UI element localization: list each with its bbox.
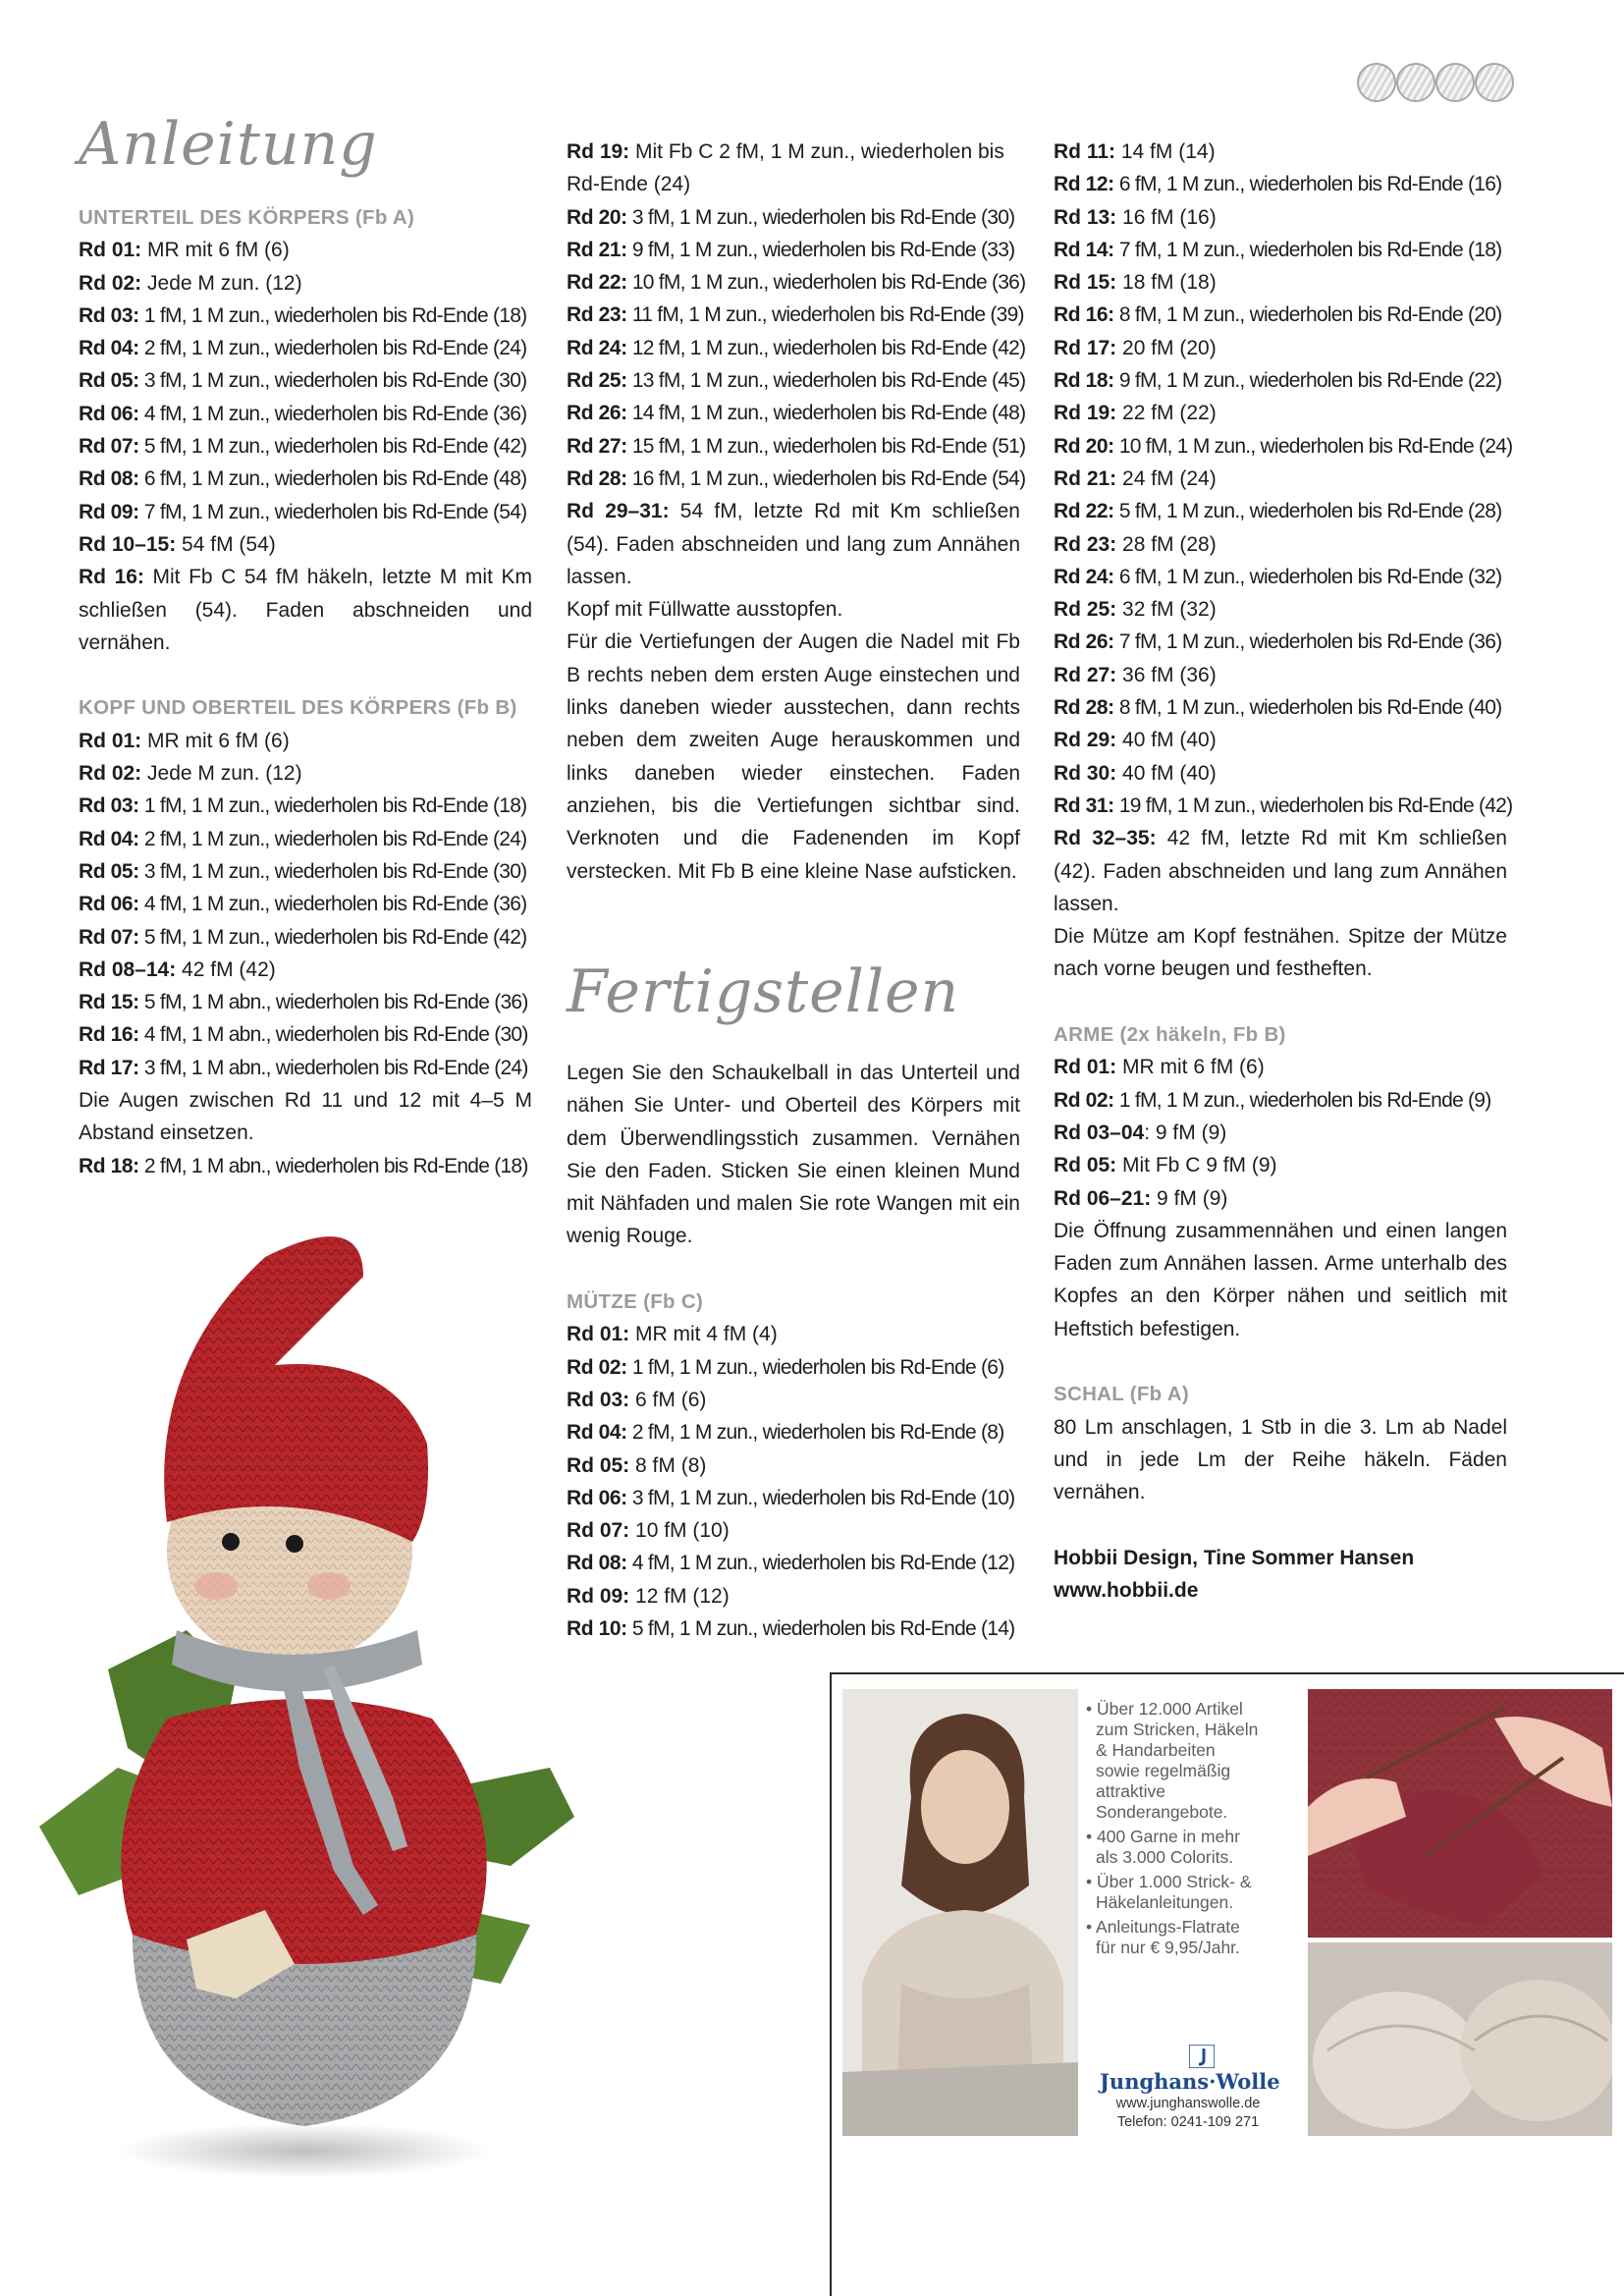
pattern-row: [79, 790, 532, 822]
pattern-row: [1054, 168, 1507, 200]
row-text: 54 fM, letzte Rd mit Km schließen (54). Faden abschneiden und lang zum Annähen lassen.: [567, 500, 1020, 588]
pattern-row: [79, 888, 532, 920]
pattern-row: [567, 1318, 1020, 1350]
row-label: Rd 29:: [1054, 729, 1117, 752]
row-text: 32 fM (32): [1116, 598, 1217, 622]
yarn-ball-icon: [1475, 63, 1514, 102]
pattern-row: [567, 266, 1026, 299]
row-label: Rd 25:: [567, 369, 627, 393]
row-rd32-paragraph: [1054, 822, 1507, 920]
pattern-row: [567, 1514, 1020, 1547]
row-text: 9 fM (9): [1151, 1186, 1228, 1210]
row-text: 2 fM, 1 M zun., wiederholen bis Rd-Ende (24): [138, 827, 527, 850]
row-label: Rd 01:: [567, 1323, 630, 1346]
row-text: Jede M zun. (12): [141, 271, 302, 295]
row-label: Rd 06:: [79, 402, 139, 425]
row-text: Mit Fb C 54 fM häkeln, letzte M mit Km schließen (54). Faden abschneiden und vernähen.: [79, 566, 533, 654]
row-label: Rd 15:: [1054, 271, 1117, 295]
row-label: Rd 09:: [79, 500, 139, 523]
row-text: Jede M zun. (12): [141, 762, 302, 786]
row-text: 16 fM (16): [1116, 205, 1217, 229]
pattern-row: [567, 168, 1020, 200]
row-text: 2 fM, 1 M zun., wiederholen bis Rd-Ende (8): [626, 1421, 1004, 1445]
row-text: 3 fM, 1 M zun., wiederholen bis Rd-Ende (30): [138, 369, 527, 393]
row-label: Rd 01:: [79, 729, 142, 752]
row-label: Rd 02:: [79, 762, 142, 786]
row-label: Rd 24:: [1054, 565, 1114, 588]
row-text: 14 fM, 1 M zun., wiederholen bis Rd-Ende (48): [626, 402, 1026, 425]
ad-photo-woman: [842, 1689, 1078, 2136]
toy-shadow: [118, 2123, 491, 2178]
pattern-row: [1054, 724, 1507, 756]
stuff-instruction: Kopf mit Füllwatte ausstopfen.: [567, 598, 843, 622]
pattern-row: [1054, 528, 1507, 561]
ad-photo-yarn-balls: [1308, 1942, 1612, 2136]
row-label: Rd 24:: [567, 336, 627, 359]
hat-instruction: Die Mütze am Kopf festnähen. Spitze der Mütze nach vorne beugen und festheften.: [1054, 925, 1507, 981]
row-label: Rd 30:: [1054, 761, 1117, 785]
row-text: 6 fM, 1 M zun., wiederholen bis Rd-Ende (32): [1113, 565, 1502, 588]
column-1: [79, 201, 532, 1182]
row-text: 4 fM, 1 M zun., wiederholen bis Rd-Ende (36): [138, 402, 527, 425]
row-label: Rd 05:: [567, 1453, 630, 1477]
toy-eye: [286, 1535, 303, 1553]
row-label: Rd 26:: [567, 402, 627, 425]
row-text: 6 fM, 1 M zun., wiederholen bis Rd-Ende (48): [138, 467, 527, 491]
row-label: Rd 10:: [567, 1617, 627, 1641]
row-text: 14 fM (14): [1115, 140, 1216, 163]
pattern-rows-muetze: [567, 1318, 1020, 1645]
pattern-row: [1054, 234, 1507, 266]
row-label: Rd 21:: [1054, 466, 1117, 490]
row-label: Rd 02:: [79, 271, 142, 295]
row-text: 28 fM (28): [1116, 532, 1217, 556]
row-label: Rd 08–14:: [79, 957, 177, 981]
pattern-row: [79, 364, 532, 397]
yarn-ball-icon: [1435, 63, 1475, 102]
ad-url[interactable]: www.junghanswolle.de: [1115, 2096, 1261, 2111]
row-text: 7 fM, 1 M zun., wiederholen bis Rd-Ende (36): [1113, 630, 1502, 654]
row-text: 5 fM, 1 M zun., wiederholen bis Rd-Ende (42): [138, 925, 527, 949]
row-label: Rd 21:: [567, 238, 627, 261]
toy-cheek: [194, 1572, 238, 1600]
row-label: Rd 31:: [1054, 793, 1114, 817]
pattern-row: [1054, 397, 1507, 429]
pattern-row: [79, 921, 532, 954]
row-text: 10 fM, 1 M zun., wiederholen bis Rd-Ende (24): [1113, 434, 1513, 458]
column-2-lower: [567, 1057, 1020, 1645]
row-label: Rd 18:: [1054, 369, 1114, 393]
row-text: 8 fM, 1 M zun., wiederholen bis Rd-Ende (40): [1113, 696, 1502, 720]
row-text: MR mit 6 fM (6): [141, 239, 290, 262]
row-label: Rd 07:: [567, 1519, 630, 1543]
pattern-row: [1054, 136, 1507, 168]
row-text: 4 fM, 1 M zun., wiederholen bis Rd-Ende (36): [138, 893, 527, 916]
section-title-arme: ARME (2x häkeln, Fb B): [1054, 1023, 1286, 1047]
row-text: 13 fM, 1 M zun., wiederholen bis Rd-Ende (45): [626, 369, 1026, 393]
row-text: : 9 fM (9): [1144, 1121, 1227, 1144]
row-text: 24 fM (24): [1116, 466, 1217, 490]
ad-bullet: • Anleitungs-Flatrate für nur € 9,95/Jahr.: [1086, 1917, 1240, 1957]
pattern-row: [79, 855, 532, 888]
pattern-rows-kopf-cont: [567, 136, 1026, 495]
row-label: Rd 28:: [1054, 696, 1114, 720]
row-text: 1 fM, 1 M zun., wiederholen bis Rd-Ende (9): [1113, 1088, 1491, 1112]
row-text: 40 fM (40): [1116, 761, 1217, 785]
row-text: 4 fM, 1 M abn., wiederholen bis Rd-Ende (30): [138, 1023, 528, 1047]
row-text: 12 fM (12): [629, 1584, 730, 1608]
row-text: 15 fM, 1 M zun., wiederholen bis Rd-Ende (51): [626, 434, 1026, 458]
pattern-row: [1054, 463, 1507, 495]
row-text: Mit Fb C 9 fM (9): [1116, 1154, 1277, 1177]
row-text: 5 fM, 1 M abn., wiederholen bis Rd-Ende (36): [138, 991, 528, 1014]
row-text: 2 fM, 1 M zun., wiederholen bis Rd-Ende (24): [138, 337, 527, 360]
finish-instruction: Legen Sie den Schaukelball in das Unterteil und nähen Sie Unter- und Oberteil des Körpers mit dem Überwendlingsstich zusammen. Vernähen Sie den Faden. Sticken Sie einen kleinen Mund mit Nähfaden und malen Sie rote Wangen mit ein wenig Rouge.: [567, 1062, 1020, 1248]
pattern-rows-muetze-cont: [1054, 136, 1513, 822]
row-text: 7 fM, 1 M zun., wiederholen bis Rd-Ende (18): [1113, 238, 1502, 261]
row-text: Mit Fb C 2 fM, 1 M zun., wiederholen bis: [629, 140, 1004, 163]
pattern-row: [1054, 266, 1507, 299]
pattern-row: [79, 1018, 532, 1051]
row-label: Rd 06:: [79, 893, 139, 916]
row-text: 54 fM (54): [176, 532, 276, 556]
eyes-instruction: Die Augen zwischen Rd 11 und 12 mit 4–5 M Abstand einsetzen.: [79, 1089, 532, 1145]
toy-eye: [222, 1533, 240, 1551]
row-label: Rd 07:: [79, 925, 139, 949]
row-label: Rd 06:: [567, 1486, 627, 1509]
pattern-row: [1054, 1051, 1507, 1083]
pattern-row: [79, 528, 532, 561]
row-text: 42 fM, letzte Rd mit Km schließen (42). Faden abschneiden und lang zum Annähen lassen.: [1054, 827, 1507, 915]
arme-instruction: Die Öffnung zusammennähen und einen langen Faden zum Annähen lassen. Arme unterhalb des Kopfes an den Körper nähen und seitlich mit Heftstich befestigen.: [1054, 1219, 1507, 1340]
pattern-row: [79, 757, 532, 790]
row-label: Rd 05:: [1054, 1154, 1117, 1177]
row-label: Rd 02:: [567, 1355, 627, 1379]
row-text: 2 fM, 1 M abn., wiederholen bis Rd-Ende (18): [138, 1154, 528, 1177]
pattern-row: [1054, 790, 1513, 822]
row-text: MR mit 6 fM (6): [1116, 1056, 1265, 1079]
row-text: 42 fM (42): [176, 957, 276, 981]
row-label: Rd 03:: [567, 1388, 630, 1411]
section-title-kopf: KOPF UND OBERTEIL DES KÖRPERS (Fb B): [79, 696, 517, 720]
row-label: Rd 29–31:: [567, 500, 670, 523]
pattern-row: [567, 364, 1026, 397]
row-text: 1 fM, 1 M zun., wiederholen bis Rd-Ende (6): [626, 1355, 1004, 1379]
row-text: 5 fM, 1 M zun., wiederholen bis Rd-Ende (14): [626, 1617, 1015, 1641]
pattern-row: [567, 332, 1026, 364]
row-text: 6 fM (6): [629, 1388, 707, 1411]
section-title-schal: SCHAL (Fb A): [1054, 1383, 1189, 1406]
row-label: Rd 06–21:: [1054, 1186, 1152, 1210]
pattern-row: [1054, 299, 1507, 331]
row-text: 19 fM, 1 M zun., wiederholen bis Rd-Ende (42): [1113, 793, 1513, 817]
row-text: 3 fM, 1 M zun., wiederholen bis Rd-Ende (30): [626, 205, 1015, 229]
pattern-row: [567, 1449, 1020, 1482]
pattern-row: [567, 430, 1026, 463]
advertisement[interactable]: [842, 1689, 1612, 2136]
pattern-row: [79, 725, 532, 757]
row-text: MR mit 4 fM (4): [629, 1323, 778, 1346]
row-label: Rd 23:: [567, 303, 627, 327]
pattern-row: [567, 1351, 1020, 1384]
pattern-row: [79, 823, 532, 855]
toy-cheek: [307, 1572, 351, 1600]
pattern-row: [567, 397, 1026, 429]
row-label: Rd 15:: [79, 991, 139, 1014]
pattern-row: [79, 463, 532, 495]
row-label: Rd 11:: [1054, 140, 1116, 163]
ad-phone: Telefon: 0241-109 271: [1116, 2114, 1260, 2130]
row-text: 9 fM, 1 M zun., wiederholen bis Rd-Ende (33): [626, 238, 1015, 261]
pattern-row: [79, 398, 532, 430]
pattern-row: [79, 234, 532, 266]
yarn-balls-icon: [1357, 61, 1514, 102]
eye-dent-instruction: Für die Vertiefungen der Augen die Nadel mit Fb B rechts neben dem ersten Auge einstechen und links daneben wieder ausstechen, dann rechts neben dem zweiten Auge herauskommen und links daneben wieder einstechen. Faden anziehen, bis die Vertiefungen sichtbar sind. Verknoten und die Fadenenden im Kopf verstecken. Mit Fb B eine kleine Nase aufsticken.: [567, 630, 1020, 883]
section-title-unterteil: UNTERTEIL DES KÖRPERS (Fb A): [79, 206, 415, 229]
row-text: 10 fM, 1 M zun., wiederholen bis Rd-Ende (36): [626, 271, 1026, 295]
pattern-row: [567, 1482, 1020, 1514]
row-label: Rd 08:: [567, 1552, 627, 1575]
pattern-row: [567, 1416, 1020, 1449]
heading-anleitung: Anleitung: [79, 110, 378, 179]
pattern-row: [1054, 430, 1513, 463]
pattern-row: [567, 201, 1020, 234]
row-label: Rd 16:: [1054, 303, 1114, 327]
row-label: Rd 26:: [1054, 630, 1114, 654]
row-text: 5 fM, 1 M zun., wiederholen bis Rd-Ende (28): [1113, 500, 1502, 523]
row-text: 40 fM (40): [1116, 729, 1217, 752]
pattern-row: [567, 136, 1020, 168]
pattern-row: [79, 300, 532, 332]
row-label: Rd 32–35:: [1054, 827, 1157, 850]
row-text: 10 fM (10): [629, 1519, 730, 1543]
pattern-row: [79, 986, 532, 1018]
row-label: Rd 02:: [1054, 1088, 1114, 1112]
pattern-row: [567, 234, 1020, 266]
crochet-toy-illustration: [39, 1218, 589, 2210]
row-text: 3 fM, 1 M zun., wiederholen bis Rd-Ende (10): [626, 1486, 1015, 1509]
row-label: Rd 01:: [1054, 1056, 1117, 1079]
pattern-row: [1054, 691, 1507, 724]
pattern-row: [1054, 332, 1507, 364]
pattern-row: [1054, 495, 1507, 527]
ad-bullet: • 400 Garne in mehr als 3.000 Colorits.: [1086, 1827, 1240, 1867]
row-label: Rd 12:: [1054, 173, 1114, 196]
pattern-row: [1054, 1149, 1507, 1181]
row-label: Rd 27:: [1054, 663, 1117, 686]
pattern-row: [1054, 593, 1507, 626]
row-label: Rd 20:: [567, 205, 627, 229]
pattern-row: [1054, 201, 1507, 234]
row-label: Rd 22:: [567, 271, 627, 295]
row-label: Rd 27:: [567, 434, 627, 458]
row-label: Rd 03:: [79, 794, 139, 818]
pattern-row: [79, 430, 532, 463]
row-label: Rd 17:: [79, 1056, 139, 1079]
row-label: Rd 28:: [567, 466, 627, 490]
row-label: Rd 04:: [79, 827, 139, 850]
toy-hat: [164, 1236, 428, 1542]
row-label: Rd 19:: [1054, 402, 1117, 425]
junghans-logo-icon: [1189, 2045, 1215, 2068]
row-text: 9 fM, 1 M zun., wiederholen bis Rd-Ende (22): [1113, 369, 1502, 393]
heading-fertigstellen: Fertigstellen: [567, 957, 960, 1026]
row-label: Rd 22:: [1054, 500, 1114, 523]
row-label: Rd 08:: [79, 467, 139, 491]
row-label: Rd 16:: [79, 1023, 139, 1047]
row-text: 3 fM, 1 M abn., wiederholen bis Rd-Ende (24): [138, 1056, 528, 1079]
pattern-row: [567, 1547, 1020, 1579]
row-label: Rd 03–04: [1054, 1121, 1145, 1144]
row-text: 7 fM, 1 M zun., wiederholen bis Rd-Ende (54): [138, 500, 527, 523]
row-label: Rd 09:: [567, 1584, 630, 1608]
row-text: 1 fM, 1 M zun., wiederholen bis Rd-Ende (18): [138, 303, 527, 327]
row-label: Rd 04:: [79, 337, 139, 360]
row-text: 16 fM, 1 M zun., wiederholen bis Rd-Ende (54): [626, 466, 1026, 490]
ad-photo-knitting-hands: [1308, 1689, 1612, 1938]
row-text: 1 fM, 1 M zun., wiederholen bis Rd-Ende (18): [138, 794, 527, 818]
row-rd16-paragraph: [79, 561, 532, 659]
row-text: 12 fM, 1 M zun., wiederholen bis Rd-Ende (42): [626, 336, 1026, 359]
schal-instruction: 80 Lm anschlagen, 1 Stb in die 3. Lm ab Nadel und in jede Lm der Reihe häkeln. Fäden vernähen.: [1054, 1415, 1507, 1504]
ad-bullet: • Über 12.000 Artikel zum Stricken, Häkeln & Handarbeiten sowie regelmäßig attraktive Sonderangebote.: [1086, 1699, 1259, 1822]
row-label: Rd 14:: [1054, 238, 1114, 261]
ad-brand-name: Junghans·Wolle: [1100, 2069, 1280, 2094]
row-text: MR mit 6 fM (6): [141, 729, 290, 752]
row-text: 36 fM (36): [1116, 663, 1217, 686]
row-rd29-paragraph: [567, 495, 1020, 593]
pattern-row: [567, 1384, 1020, 1416]
pattern-row: [1054, 659, 1507, 691]
row-label: Rd 25:: [1054, 598, 1117, 622]
row-text: 6 fM, 1 M zun., wiederholen bis Rd-Ende (16): [1113, 173, 1502, 196]
designer-credit: Hobbii Design, Tine Sommer Hansen: [1054, 1546, 1415, 1569]
ad-bullet: • Über 1.000 Strick- & Häkelanleitungen.: [1086, 1872, 1252, 1912]
pattern-rows-unterteil: [79, 234, 532, 561]
pattern-row: [79, 332, 532, 364]
pattern-row: [1054, 626, 1507, 658]
row-text: 3 fM, 1 M zun., wiederholen bis Rd-Ende (30): [138, 859, 527, 883]
pattern-row: [567, 463, 1026, 495]
pattern-row: [79, 954, 532, 986]
section-title-muetze: MÜTZE (Fb C): [567, 1290, 704, 1314]
yarn-ball-icon: [1357, 63, 1396, 102]
pattern-row: [1054, 757, 1507, 790]
row-text: 11 fM, 1 M zun., wiederholen bis Rd-Ende (39): [626, 303, 1024, 327]
row-label: Rd 07:: [79, 435, 139, 459]
column-3: [1054, 136, 1513, 1607]
pattern-rows-arme: [1054, 1051, 1507, 1214]
column-2: [567, 136, 1026, 888]
pattern-row: [1054, 1084, 1507, 1117]
row-label: Rd 19:: [567, 140, 630, 163]
designer-url[interactable]: www.hobbii.de: [1054, 1579, 1199, 1603]
pattern-row: [79, 267, 532, 300]
row-text: 18 fM (18): [1116, 271, 1217, 295]
row-label: Rd 05:: [79, 369, 139, 393]
row-label: Rd 23:: [1054, 532, 1117, 556]
row-label: Rd 03:: [79, 303, 139, 327]
row-text: 8 fM, 1 M zun., wiederholen bis Rd-Ende (20): [1113, 303, 1502, 327]
row-label: Rd 05:: [79, 859, 139, 883]
row-label: Rd 18:: [79, 1154, 139, 1177]
pattern-row: [79, 1052, 532, 1084]
row-text: 8 fM (8): [629, 1453, 707, 1477]
pattern-rows-kopf: [79, 725, 532, 1084]
row-label: Rd 13:: [1054, 205, 1117, 229]
row-label: Rd 10–15:: [79, 532, 177, 556]
row-text: 20 fM (20): [1116, 336, 1217, 359]
ad-bullets: [1086, 1699, 1263, 1962]
row-text: 4 fM, 1 M zun., wiederholen bis Rd-Ende (12): [626, 1552, 1015, 1575]
row-text: Rd-Ende (24): [567, 173, 691, 196]
pattern-row: [79, 1150, 532, 1182]
row-text: 22 fM (22): [1116, 402, 1217, 425]
row-label: Rd 20:: [1054, 434, 1114, 458]
pattern-row: [567, 1580, 1020, 1613]
row-label: Rd 04:: [567, 1421, 627, 1445]
pattern-row: [1054, 364, 1507, 397]
row-text: 5 fM, 1 M zun., wiederholen bis Rd-Ende (42): [138, 435, 527, 459]
pattern-row: [79, 496, 532, 528]
pattern-row: [567, 1613, 1020, 1645]
row-label: Rd 01:: [79, 239, 142, 262]
pattern-row: [1054, 1117, 1507, 1149]
yarn-ball-icon: [1396, 63, 1435, 102]
row-label: Rd 17:: [1054, 336, 1117, 359]
row-label: Rd 16:: [79, 566, 144, 589]
pattern-row: [567, 299, 1024, 331]
pattern-row: [1054, 561, 1507, 593]
pattern-row: [1054, 1182, 1507, 1215]
